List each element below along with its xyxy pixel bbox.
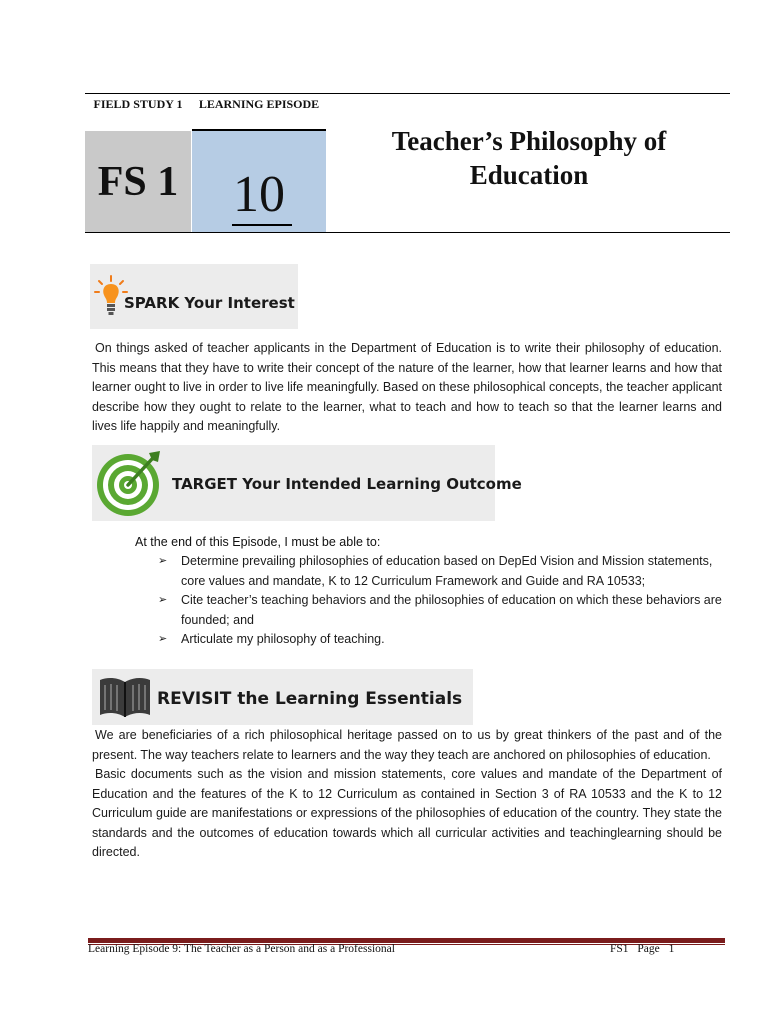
- episode-number-box: [192, 131, 326, 232]
- footer-page-number: FS1 Page 1: [610, 943, 675, 955]
- revisit-paragraph: We are beneficiaries of a rich philosophical heritage passed on to us by great thinkers of the past and of the present. The way teachers relate to learners and the way they teach are anchored on philosophies of education.: [92, 728, 722, 762]
- objective-text: Articulate my philosophy of teaching.: [181, 632, 385, 646]
- learning-episode-label: LEARNING EPISODE: [198, 97, 320, 111]
- fs-code: FS 1: [97, 158, 179, 205]
- revisit-text: [92, 726, 722, 863]
- revisit-banner: [92, 669, 473, 725]
- objective-item: [158, 591, 724, 630]
- objective-item: [158, 552, 724, 591]
- book-icon: [97, 673, 153, 721]
- target-icon: [94, 447, 166, 519]
- target-banner: [92, 445, 522, 521]
- footer-episode-text: Learning Episode 9: The Teacher as a Person and as a Professional: [88, 943, 395, 955]
- header-top-rule: [85, 93, 730, 94]
- episode-number-underline: [232, 224, 292, 226]
- objective-text: Determine prevailing philosophies of education based on DepEd Vision and Mission statements, core values and mandate, K to 12 Curriculum Framework and Guide and RA 10533;: [181, 554, 713, 588]
- header-bottom-rule: [85, 232, 730, 233]
- revisit-paragraph: Basic documents such as the vision and mission statements, core values and mandate of the Department of Education and the features of the K to 12 Curriculum as contained in Section 3 of RA 10533 and the K to 12 Curriculum guide are manifestations or expressions of the philosophies of education of the country. They state the standards and the outcomes of education towards which all curricular activities and teachinglearning should be directed.: [92, 767, 722, 859]
- spark-heading: SPARK Your Interest: [124, 294, 295, 312]
- field-study-label: FIELD STUDY 1: [93, 97, 183, 111]
- objectives-intro: At the end of this Episode, I must be able to:: [135, 535, 381, 549]
- fs-code-box: [85, 131, 191, 232]
- target-heading: TARGET Your Intended Learning Outcome: [172, 475, 522, 493]
- objective-item: [158, 630, 724, 650]
- bullet-arrow-icon: ➢: [158, 555, 168, 567]
- objective-text: Cite teacher’s teaching behaviors and the philosophies of education on which these behaviors are founded; and: [181, 593, 722, 627]
- spark-paragraph: On things asked of teacher applicants in the Department of Education is to write their philosophy of education. This means that they have to write their concept of the nature of the learner, how that learner learns and how that learner ought to live in order to live life meaningfully. Based on these philosophical concepts, the teacher applicant describe how they ought to relate to the learner, what to teach and how to teach so that the learner learns and lives life happily and meaningfully.: [92, 341, 723, 433]
- episode-number: 10: [233, 166, 285, 223]
- lightbulb-icon: [94, 274, 128, 318]
- bullet-arrow-icon: ➢: [158, 594, 168, 606]
- spark-banner: [90, 264, 298, 329]
- bullet-arrow-icon: ➢: [158, 633, 168, 645]
- revisit-heading: REVISIT the Learning Essentials: [157, 689, 463, 709]
- page-title: Teacher’s Philosophy of Education: [391, 126, 667, 190]
- objectives-list: [158, 552, 724, 650]
